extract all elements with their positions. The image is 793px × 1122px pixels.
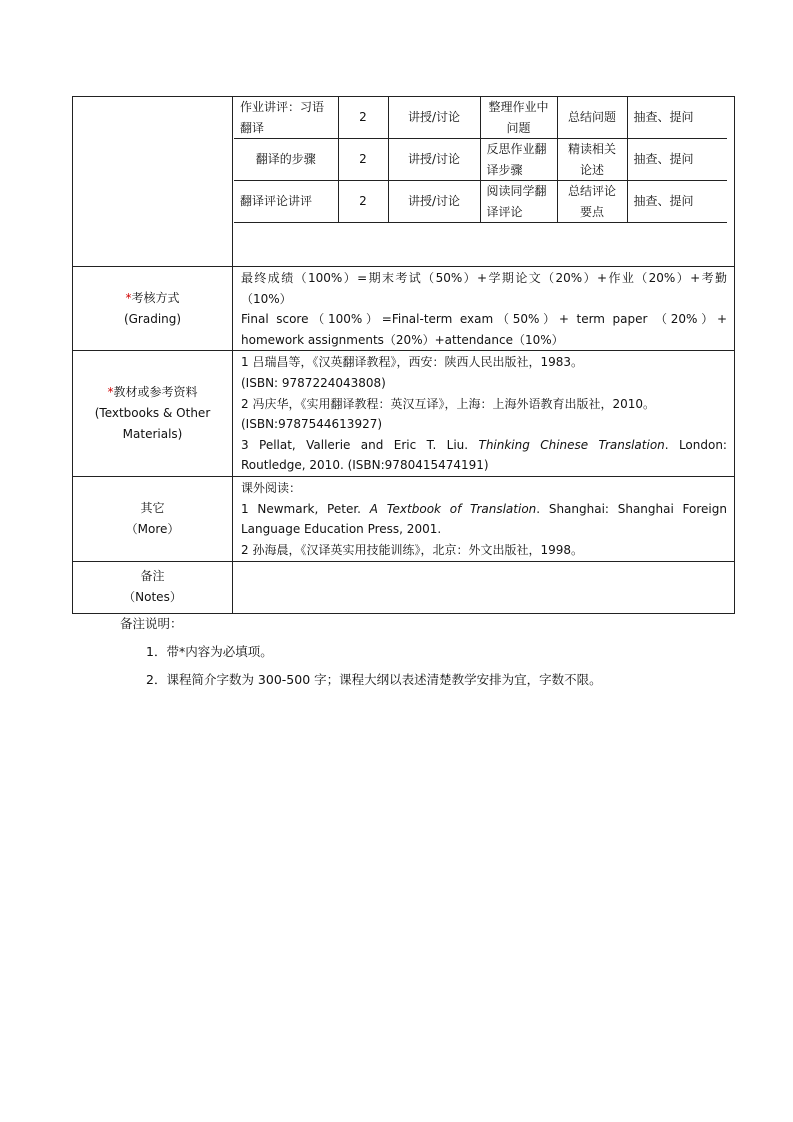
table-row bbox=[234, 181, 727, 223]
required-mark: * bbox=[107, 385, 114, 400]
method-cell: 讲授/讨论 bbox=[388, 139, 480, 181]
check-cell: 抽查、提问 bbox=[627, 97, 727, 139]
footnote-item: 2．课程简介字数为 300-500 字；课程大纲以表述清楚教学安排为宜，字数不限。 bbox=[146, 672, 602, 687]
check-cell: 抽查、提问 bbox=[627, 181, 727, 223]
notes-label: 备注 （Notes） bbox=[73, 561, 233, 613]
grading-row bbox=[73, 267, 735, 351]
course-syllabus-table bbox=[72, 96, 735, 614]
textbooks-label: *教材或参考资料 (Textbooks & Other Materials) bbox=[73, 351, 233, 477]
schedule-content-cell bbox=[233, 97, 735, 267]
more-row bbox=[73, 476, 735, 561]
review-cell: 精读相关论述 bbox=[557, 139, 627, 181]
footnotes-heading: 备注说明： bbox=[120, 616, 183, 631]
notes-content bbox=[233, 561, 735, 613]
topic-cell: 作业讲评：习语翻译 bbox=[234, 97, 338, 139]
notes-row bbox=[73, 561, 735, 613]
review-cell: 总结问题 bbox=[557, 97, 627, 139]
hours-cell: 2 bbox=[338, 181, 388, 223]
grading-content: 最终成绩（100%）=期末考试（50%）+学期论文（20%）+作业（20%）+考勤（10%） Final score（100%）=Final-term exam（50%）+ term paper （20%）+ homework assignments（20%）+attendance（10%） bbox=[233, 267, 735, 351]
textbooks-content: 1 吕瑞昌等，《汉英翻译教程》，西安：陕西人民出版社，1983。 (ISBN: 9787224043808) 2 冯庆华，《实用翻译教程：英汉互译》，上海：上海外语教育出版社，2010。 (ISBN:9787544613927) 3 Pellat, Vallerie and Eric T. Liu. Thinking Chinese Translation. London: Routledge, 2010. (ISBN:9780415474191) bbox=[233, 351, 735, 477]
reading-item: 1 Newmark, Peter. A Textbook of Translation. Shanghai: Shanghai Foreign Language Education Press, 2001. bbox=[241, 501, 727, 537]
prep-cell: 反思作业翻译步骤 bbox=[480, 139, 557, 181]
grading-label: *考核方式 (Grading) bbox=[73, 267, 233, 351]
schedule-inner-table bbox=[234, 97, 727, 223]
reference-item: 3 Pellat, Vallerie and Eric T. Liu. Thinking Chinese Translation. London: Routledge, 2010. (ISBN:9780415474191) bbox=[241, 437, 727, 473]
review-cell: 总结评论要点 bbox=[557, 181, 627, 223]
textbooks-row bbox=[73, 351, 735, 477]
method-cell: 讲授/讨论 bbox=[388, 181, 480, 223]
schedule-row bbox=[73, 97, 735, 267]
method-cell: 讲授/讨论 bbox=[388, 97, 480, 139]
table-row bbox=[234, 97, 727, 139]
topic-cell: 翻译的步骤 bbox=[234, 139, 338, 181]
hours-cell: 2 bbox=[338, 139, 388, 181]
footnotes bbox=[120, 610, 602, 694]
topic-cell: 翻译评论讲评 bbox=[234, 181, 338, 223]
prep-cell: 整理作业中问题 bbox=[480, 97, 557, 139]
reading-item: 2 孙海晨，《汉译英实用技能训练》，北京：外文出版社，1998。 bbox=[241, 542, 583, 557]
reference-item: 2 冯庆华，《实用翻译教程：英汉互译》，上海：上海外语教育出版社，2010。 bbox=[241, 396, 655, 411]
hours-cell: 2 bbox=[338, 97, 388, 139]
prep-cell: 阅读同学翻译评论 bbox=[480, 181, 557, 223]
footnote-item: 1．带*内容为必填项。 bbox=[146, 644, 273, 659]
more-content: 课外阅读： 1 Newmark, Peter. A Textbook of Translation. Shanghai: Shanghai Foreign Language Education Press, 2001. 2 孙海晨，《汉译英实用技能训练》，北京：外文出版社，1998。 bbox=[233, 476, 735, 561]
reference-item: 1 吕瑞昌等，《汉英翻译教程》，西安：陕西人民出版社，1983。 bbox=[241, 355, 583, 370]
check-cell: 抽查、提问 bbox=[627, 139, 727, 181]
more-label: 其它 （More） bbox=[73, 476, 233, 561]
table-row bbox=[234, 139, 727, 181]
required-mark: * bbox=[125, 290, 132, 305]
schedule-label-cell bbox=[73, 97, 233, 267]
